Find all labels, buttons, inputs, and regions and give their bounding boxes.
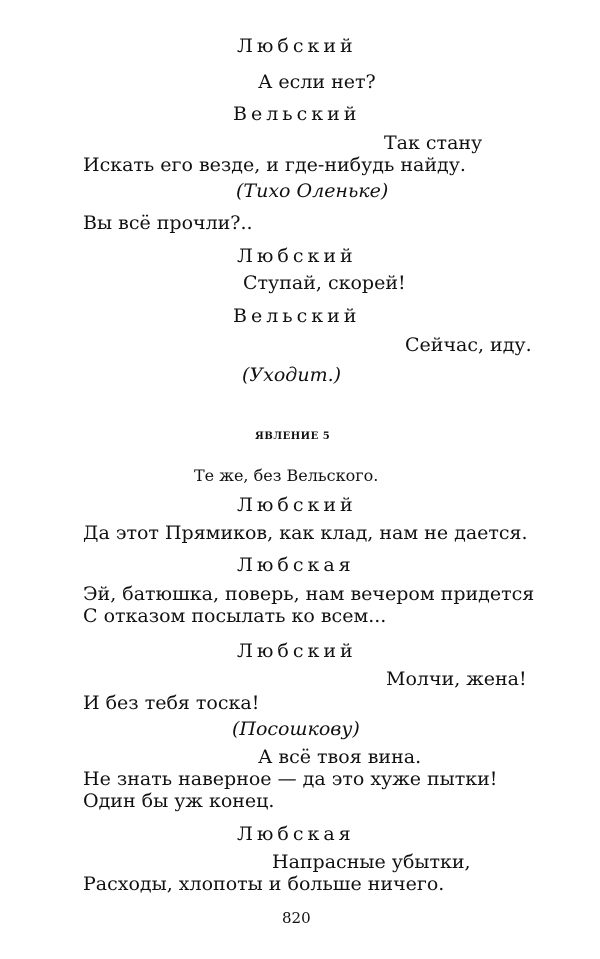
speaker-name: Любский [237, 35, 357, 57]
dialogue-line: Так стану [384, 132, 483, 154]
dialogue-line: Ступай, скорей! [243, 272, 406, 294]
dialogue-line: Сейчас, иду. [405, 334, 532, 356]
dialogue-line: Молчи, жена! [386, 668, 527, 690]
dialogue-line: Вы всё прочли?.. [83, 212, 253, 234]
speaker-name: Любский [237, 245, 357, 267]
speaker-name: Любский [237, 640, 357, 662]
scene-characters: Те же, без Вельского. [194, 466, 379, 485]
dialogue-line: Расходы, хлопоты и больше ничего. [83, 873, 445, 895]
dialogue-line: С отказом посылать ко всем... [83, 605, 387, 627]
scene-heading: ЯВЛЕНИЕ 5 [255, 431, 331, 442]
stage-direction: (Посошкову) [232, 718, 360, 740]
stage-direction: (Уходит.) [242, 364, 342, 386]
dialogue-line: Не знать наверное — да это хуже пытки! [83, 768, 498, 790]
dialogue-line: Напрасные убытки, [272, 851, 471, 873]
speaker-name: Вельский [233, 103, 361, 125]
dialogue-line: Один бы уж конец. [83, 790, 275, 812]
stage-direction: (Тихо Оленьке) [236, 180, 389, 202]
dialogue-line: И без тебя тоска! [83, 692, 260, 714]
dialogue-line: А если нет? [258, 71, 376, 93]
speaker-name: Любская [237, 823, 355, 845]
dialogue-line: Искать его везде, и где-нибудь найду. [83, 154, 466, 176]
speaker-name: Вельский [233, 305, 361, 327]
dialogue-line: А всё твоя вина. [258, 746, 422, 768]
speaker-name: Любская [237, 554, 355, 576]
speaker-name: Любский [237, 494, 357, 516]
dialogue-line: Да этот Прямиков, как клад, нам не дается. [83, 522, 528, 544]
page-number: 820 [282, 909, 311, 927]
dialogue-line: Эй, батюшка, поверь, нам вечером придется [83, 583, 535, 605]
